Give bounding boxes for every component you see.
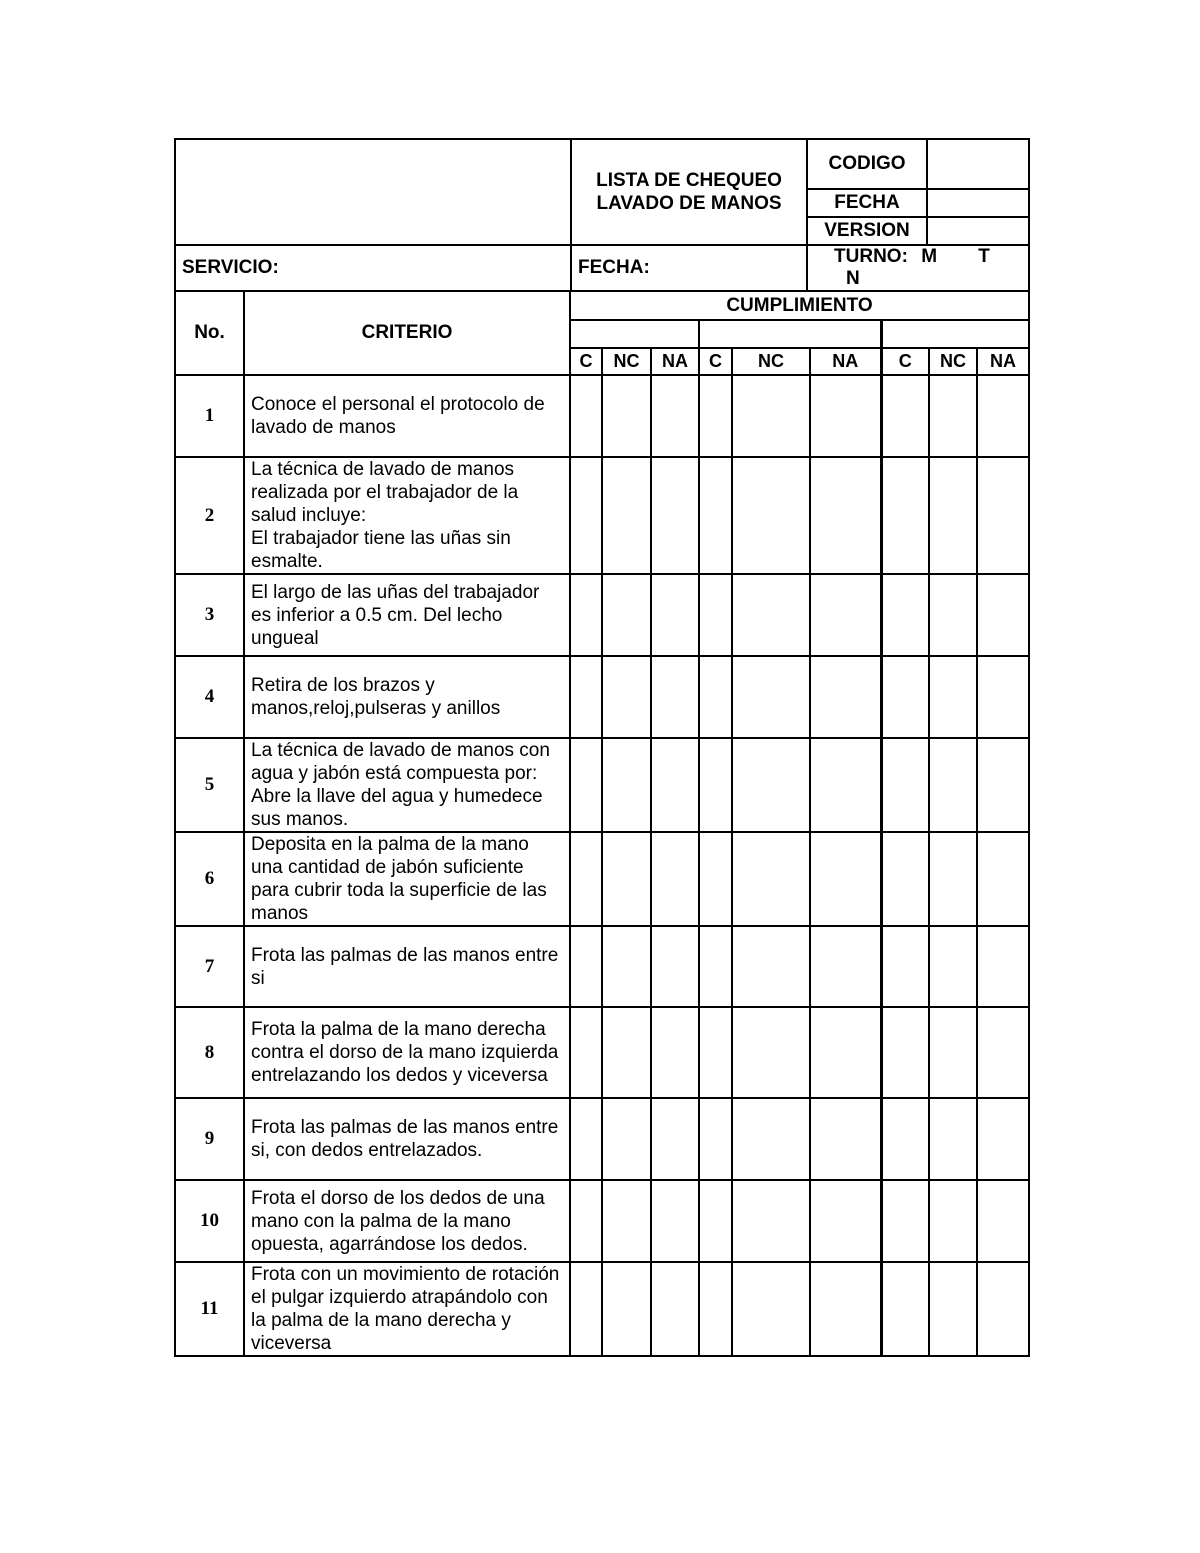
check-cell-nc-3[interactable] [929, 1262, 977, 1356]
check-cell-nc-3[interactable] [929, 832, 977, 926]
check-cell-nc-3[interactable] [929, 926, 977, 1007]
check-cell-c-1[interactable] [570, 926, 602, 1007]
criterio-text: Frota las palmas de las manos entre si [244, 926, 570, 1007]
check-cell-c-1[interactable] [570, 832, 602, 926]
check-cell-nc-2[interactable] [732, 574, 810, 656]
check-cell-na-1[interactable] [651, 1098, 699, 1180]
check-cell-na-2[interactable] [810, 656, 881, 738]
check-cell-c-2[interactable] [699, 656, 732, 738]
check-cell-na-1[interactable] [651, 574, 699, 656]
criterio-text: Frota el dorso de los dedos de una mano con la palma de la mano opuesta, agarrándose los dedos. [244, 1180, 570, 1262]
check-cell-nc-3[interactable] [929, 1180, 977, 1262]
table-row [175, 926, 1029, 1007]
servicio-field[interactable] [175, 245, 571, 291]
check-cell-c-3[interactable] [881, 926, 929, 1007]
evaluation-group-3[interactable] [881, 320, 1029, 348]
check-cell-na-1[interactable] [651, 656, 699, 738]
table-row [175, 832, 1029, 926]
fecha-value[interactable] [927, 189, 1029, 217]
row-number: 8 [175, 1007, 244, 1098]
check-cell-nc-3[interactable] [929, 656, 977, 738]
row-number: 1 [175, 375, 244, 457]
criterio-text: La técnica de lavado de manos realizada por el trabajador de la salud incluye: El trabajador tiene las uñas sin esmalte. [244, 457, 570, 574]
check-cell-nc-2[interactable] [732, 1180, 810, 1262]
check-cell-c-1[interactable] [570, 1180, 602, 1262]
check-cell-na-2[interactable] [810, 1180, 881, 1262]
check-cell-nc-2[interactable] [732, 656, 810, 738]
row-number: 3 [175, 574, 244, 656]
sub-header-na: NA [977, 348, 1029, 375]
sub-header-c: C [881, 348, 929, 375]
turno-field[interactable] [807, 245, 1029, 291]
check-cell-na-1[interactable] [651, 832, 699, 926]
check-cell-c-3[interactable] [881, 574, 929, 656]
check-cell-na-1[interactable] [651, 1007, 699, 1098]
codigo-label: CODIGO [807, 139, 927, 189]
table-row [175, 1007, 1029, 1098]
checklist-table [174, 290, 1030, 1357]
page-title: LISTA DE CHEQUEO LAVADO DE MANOS [571, 139, 807, 245]
check-cell-nc-3[interactable] [929, 1098, 977, 1180]
check-cell-na-3[interactable] [977, 1262, 1029, 1356]
check-cell-c-3[interactable] [881, 1098, 929, 1180]
col-cumplimiento-header: CUMPLIMIENTO [570, 291, 1029, 320]
check-cell-nc-3[interactable] [929, 375, 977, 457]
check-cell-na-3[interactable] [977, 926, 1029, 1007]
fecha2-label: FECHA: [578, 257, 650, 278]
check-cell-nc-2[interactable] [732, 375, 810, 457]
check-cell-na-3[interactable] [977, 832, 1029, 926]
criterio-text: Retira de los brazos y manos,reloj,pulseras y anillos [244, 656, 570, 738]
criterio-text: La técnica de lavado de manos con agua y jabón está compuesta por: Abre la llave del agua y humedece sus manos. [244, 738, 570, 832]
check-cell-c-1[interactable] [570, 1007, 602, 1098]
check-cell-na-1[interactable] [651, 926, 699, 1007]
check-cell-c-3[interactable] [881, 656, 929, 738]
check-cell-c-1[interactable] [570, 574, 602, 656]
check-cell-nc-1[interactable] [602, 1262, 651, 1356]
check-cell-c-2[interactable] [699, 738, 732, 832]
check-cell-nc-2[interactable] [732, 738, 810, 832]
sub-header-na: NA [651, 348, 699, 375]
row-number: 9 [175, 1098, 244, 1180]
criterio-text: Frota la palma de la mano derecha contra el dorso de la mano izquierda entrelazando los dedos y viceversa [244, 1007, 570, 1098]
evaluation-group-2[interactable] [699, 320, 881, 348]
criteria-rows [175, 375, 1029, 1356]
check-cell-c-1[interactable] [570, 375, 602, 457]
check-cell-na-2[interactable] [810, 926, 881, 1007]
check-cell-c-1[interactable] [570, 1098, 602, 1180]
check-cell-nc-1[interactable] [602, 457, 651, 574]
check-cell-c-2[interactable] [699, 926, 732, 1007]
criterio-text: Conoce el personal el protocolo de lavado de manos [244, 375, 570, 457]
check-cell-c-2[interactable] [699, 1007, 732, 1098]
check-cell-nc-2[interactable] [732, 926, 810, 1007]
check-cell-na-3[interactable] [977, 574, 1029, 656]
check-cell-nc-3[interactable] [929, 457, 977, 574]
table-row [175, 1262, 1029, 1356]
turno-label: TURNO: [834, 246, 908, 267]
check-cell-na-3[interactable] [977, 375, 1029, 457]
check-cell-na-1[interactable] [651, 1180, 699, 1262]
col-criterio-header: CRITERIO [244, 291, 570, 375]
check-cell-na-1[interactable] [651, 457, 699, 574]
check-cell-nc-1[interactable] [602, 574, 651, 656]
check-cell-c-1[interactable] [570, 1262, 602, 1356]
row-number: 4 [175, 656, 244, 738]
check-cell-na-3[interactable] [977, 738, 1029, 832]
check-cell-na-2[interactable] [810, 375, 881, 457]
turno-option-t[interactable]: T [978, 246, 990, 267]
check-cell-nc-2[interactable] [732, 457, 810, 574]
check-cell-na-2[interactable] [810, 832, 881, 926]
check-cell-c-1[interactable] [570, 656, 602, 738]
check-cell-na-1[interactable] [651, 738, 699, 832]
check-cell-na-2[interactable] [810, 738, 881, 832]
check-cell-na-3[interactable] [977, 1007, 1029, 1098]
check-cell-c-2[interactable] [699, 1262, 732, 1356]
table-row [175, 656, 1029, 738]
header-table [174, 138, 1030, 292]
check-cell-nc-2[interactable] [732, 1007, 810, 1098]
check-cell-na-2[interactable] [810, 1098, 881, 1180]
check-cell-na-3[interactable] [977, 457, 1029, 574]
check-cell-c-2[interactable] [699, 375, 732, 457]
check-cell-nc-1[interactable] [602, 738, 651, 832]
turno-option-n[interactable]: N [846, 268, 860, 289]
check-cell-na-3[interactable] [977, 1180, 1029, 1262]
check-cell-na-1[interactable] [651, 1262, 699, 1356]
check-cell-nc-1[interactable] [602, 1007, 651, 1098]
col-no-header: No. [175, 291, 244, 375]
sub-header-nc: NC [929, 348, 977, 375]
row-number: 10 [175, 1180, 244, 1262]
evaluation-group-1[interactable] [570, 320, 699, 348]
sub-header-c: C [570, 348, 602, 375]
check-cell-na-3[interactable] [977, 656, 1029, 738]
fecha2-field[interactable] [571, 245, 807, 291]
criterio-text: Frota con un movimiento de rotación el pulgar izquierdo atrapándolo con la palma de la mano derecha y viceversa [244, 1262, 570, 1356]
check-cell-nc-1[interactable] [602, 656, 651, 738]
turno-option-m[interactable]: M [921, 246, 938, 267]
check-cell-c-3[interactable] [881, 457, 929, 574]
table-row [175, 457, 1029, 574]
sub-header-nc: NC [602, 348, 651, 375]
logo-cell [175, 139, 571, 245]
servicio-label: SERVICIO: [182, 257, 279, 278]
table-row [175, 574, 1029, 656]
check-cell-c-3[interactable] [881, 832, 929, 926]
check-cell-nc-2[interactable] [732, 1098, 810, 1180]
check-cell-na-2[interactable] [810, 574, 881, 656]
table-row [175, 738, 1029, 832]
row-number: 11 [175, 1262, 244, 1356]
version-value[interactable] [927, 217, 1029, 245]
check-cell-c-1[interactable] [570, 457, 602, 574]
check-cell-c-3[interactable] [881, 738, 929, 832]
version-label: VERSION [807, 217, 927, 245]
row-number: 2 [175, 457, 244, 574]
sub-header-na: NA [810, 348, 881, 375]
check-cell-c-3[interactable] [881, 1262, 929, 1356]
check-cell-c-1[interactable] [570, 738, 602, 832]
fecha-label: FECHA [807, 189, 927, 217]
row-number: 6 [175, 832, 244, 926]
check-cell-nc-3[interactable] [929, 738, 977, 832]
check-cell-nc-1[interactable] [602, 375, 651, 457]
check-cell-na-2[interactable] [810, 1007, 881, 1098]
check-cell-nc-1[interactable] [602, 1180, 651, 1262]
criterio-text: Deposita en la palma de la mano una cantidad de jabón suficiente para cubrir toda la superficie de las manos [244, 832, 570, 926]
row-number: 7 [175, 926, 244, 1007]
table-row [175, 1180, 1029, 1262]
check-cell-c-3[interactable] [881, 1007, 929, 1098]
check-cell-c-3[interactable] [881, 375, 929, 457]
check-cell-c-2[interactable] [699, 457, 732, 574]
check-cell-c-2[interactable] [699, 832, 732, 926]
check-cell-nc-3[interactable] [929, 574, 977, 656]
check-cell-nc-1[interactable] [602, 832, 651, 926]
check-cell-nc-1[interactable] [602, 1098, 651, 1180]
sub-header-c: C [699, 348, 732, 375]
criterio-text: El largo de las uñas del trabajador es inferior a 0.5 cm. Del lecho ungueal [244, 574, 570, 656]
check-cell-nc-2[interactable] [732, 832, 810, 926]
check-cell-na-3[interactable] [977, 1098, 1029, 1180]
sub-header-nc: NC [732, 348, 810, 375]
check-cell-na-1[interactable] [651, 375, 699, 457]
check-cell-nc-1[interactable] [602, 926, 651, 1007]
check-cell-na-2[interactable] [810, 457, 881, 574]
table-row [175, 1098, 1029, 1180]
check-cell-na-2[interactable] [810, 1262, 881, 1356]
check-cell-c-3[interactable] [881, 1180, 929, 1262]
check-cell-c-2[interactable] [699, 1180, 732, 1262]
check-cell-c-2[interactable] [699, 1098, 732, 1180]
table-row [175, 375, 1029, 457]
check-cell-nc-3[interactable] [929, 1007, 977, 1098]
check-cell-nc-2[interactable] [732, 1262, 810, 1356]
codigo-value[interactable] [927, 139, 1029, 189]
row-number: 5 [175, 738, 244, 832]
criterio-text: Frota las palmas de las manos entre si, con dedos entrelazados. [244, 1098, 570, 1180]
check-cell-c-2[interactable] [699, 574, 732, 656]
